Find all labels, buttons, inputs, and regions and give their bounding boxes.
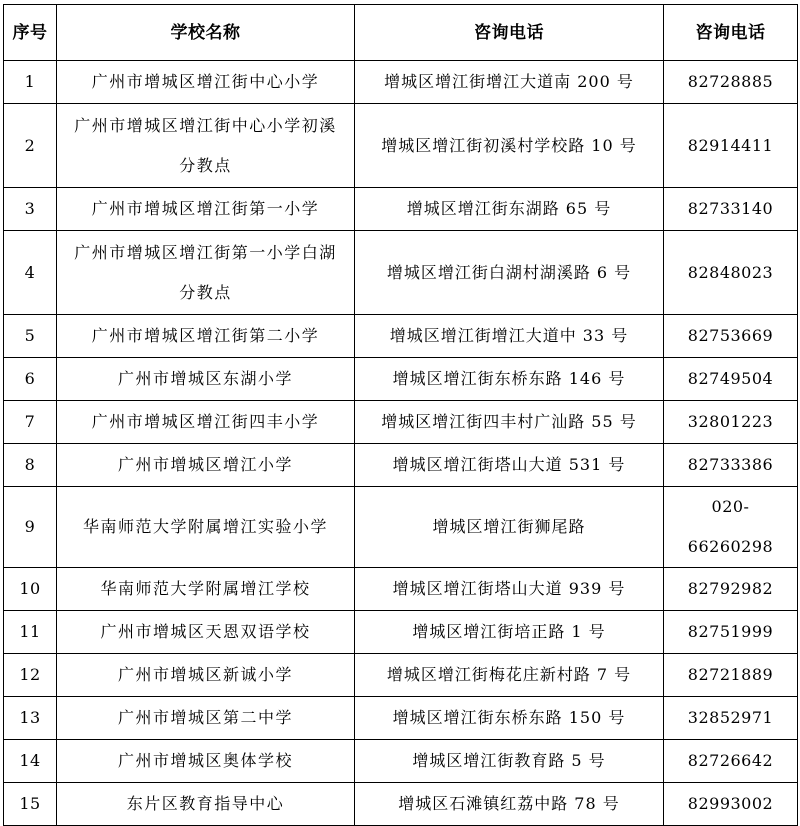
table-row: [4, 188, 798, 231]
table-row: [4, 697, 798, 740]
row-phone: 82914411: [664, 104, 798, 188]
row-serial-number: 12: [4, 654, 57, 697]
header-address: 咨询电话: [355, 5, 664, 61]
row-serial-number: 15: [4, 783, 57, 826]
row-address: 增城区增江街东桥东路 150 号: [355, 697, 664, 740]
row-school-name: 广州市增城区东湖小学: [57, 358, 355, 401]
row-serial-number: 9: [4, 487, 57, 568]
row-school-name: 广州市增城区增江街中心小学初溪分教点: [57, 104, 355, 188]
row-address: 增城区增江街教育路 5 号: [355, 740, 664, 783]
table-row: [4, 444, 798, 487]
row-phone: 82792982: [664, 568, 798, 611]
row-serial-number: 10: [4, 568, 57, 611]
row-phone: 82753669: [664, 315, 798, 358]
row-school-name: 广州市增城区新诚小学: [57, 654, 355, 697]
table-row: [4, 61, 798, 104]
school-contact-table: [3, 4, 798, 826]
row-school-name: 广州市增城区增江小学: [57, 444, 355, 487]
row-serial-number: 3: [4, 188, 57, 231]
row-school-name: 华南师范大学附属增江学校: [57, 568, 355, 611]
header-school-name: 学校名称: [57, 5, 355, 61]
row-serial-number: 2: [4, 104, 57, 188]
row-address: 增城区增江街塔山大道 939 号: [355, 568, 664, 611]
row-school-name: 广州市增城区奥体学校: [57, 740, 355, 783]
row-address: 增城区增江街塔山大道 531 号: [355, 444, 664, 487]
table-row: [4, 104, 798, 188]
table-row: [4, 315, 798, 358]
table-row: [4, 358, 798, 401]
row-serial-number: 11: [4, 611, 57, 654]
table-row: [4, 487, 798, 568]
row-address: 增城区增江街初溪村学校路 10 号: [355, 104, 664, 188]
row-phone: 82726642: [664, 740, 798, 783]
row-phone: 32801223: [664, 401, 798, 444]
table-row: [4, 568, 798, 611]
row-school-name: 广州市增城区增江街第一小学白湖分教点: [57, 231, 355, 315]
school-table-container: [3, 4, 797, 826]
row-phone: 82728885: [664, 61, 798, 104]
row-school-name: 广州市增城区增江街第二小学: [57, 315, 355, 358]
row-address: 增城区增江街增江大道中 33 号: [355, 315, 664, 358]
table-header-row: [4, 5, 798, 61]
row-serial-number: 14: [4, 740, 57, 783]
row-serial-number: 4: [4, 231, 57, 315]
row-phone: 82733140: [664, 188, 798, 231]
row-address: 增城区增江街东桥东路 146 号: [355, 358, 664, 401]
table-row: [4, 611, 798, 654]
row-school-name: 广州市增城区增江街中心小学: [57, 61, 355, 104]
row-school-name: 广州市增城区增江街第一小学: [57, 188, 355, 231]
row-phone: 82848023: [664, 231, 798, 315]
table-row: [4, 654, 798, 697]
row-serial-number: 6: [4, 358, 57, 401]
row-address: 增城区增江街培正路 1 号: [355, 611, 664, 654]
row-address: 增城区增江街增江大道南 200 号: [355, 61, 664, 104]
row-school-name: 东片区教育指导中心: [57, 783, 355, 826]
table-row: [4, 783, 798, 826]
row-address: 增城区增江街狮尾路: [355, 487, 664, 568]
table-row: [4, 740, 798, 783]
row-phone: 82721889: [664, 654, 798, 697]
header-serial-number: 序号: [4, 5, 57, 61]
row-school-name: 华南师范大学附属增江实验小学: [57, 487, 355, 568]
row-serial-number: 8: [4, 444, 57, 487]
row-phone: 82751999: [664, 611, 798, 654]
row-address: 增城区增江街白湖村湖溪路 6 号: [355, 231, 664, 315]
row-address: 增城区增江街梅花庄新村路 7 号: [355, 654, 664, 697]
row-serial-number: 1: [4, 61, 57, 104]
row-school-name: 广州市增城区增江街四丰小学: [57, 401, 355, 444]
table-row: [4, 401, 798, 444]
row-serial-number: 7: [4, 401, 57, 444]
row-serial-number: 13: [4, 697, 57, 740]
row-address: 增城区石滩镇红荔中路 78 号: [355, 783, 664, 826]
row-phone: 020-66260298: [664, 487, 798, 568]
row-school-name: 广州市增城区天恩双语学校: [57, 611, 355, 654]
row-address: 增城区增江街四丰村广汕路 55 号: [355, 401, 664, 444]
row-phone: 32852971: [664, 697, 798, 740]
row-school-name: 广州市增城区第二中学: [57, 697, 355, 740]
row-phone: 82993002: [664, 783, 798, 826]
row-phone: 82749504: [664, 358, 798, 401]
table-row: [4, 231, 798, 315]
row-serial-number: 5: [4, 315, 57, 358]
header-phone: 咨询电话: [664, 5, 798, 61]
row-phone: 82733386: [664, 444, 798, 487]
row-address: 增城区增江街东湖路 65 号: [355, 188, 664, 231]
